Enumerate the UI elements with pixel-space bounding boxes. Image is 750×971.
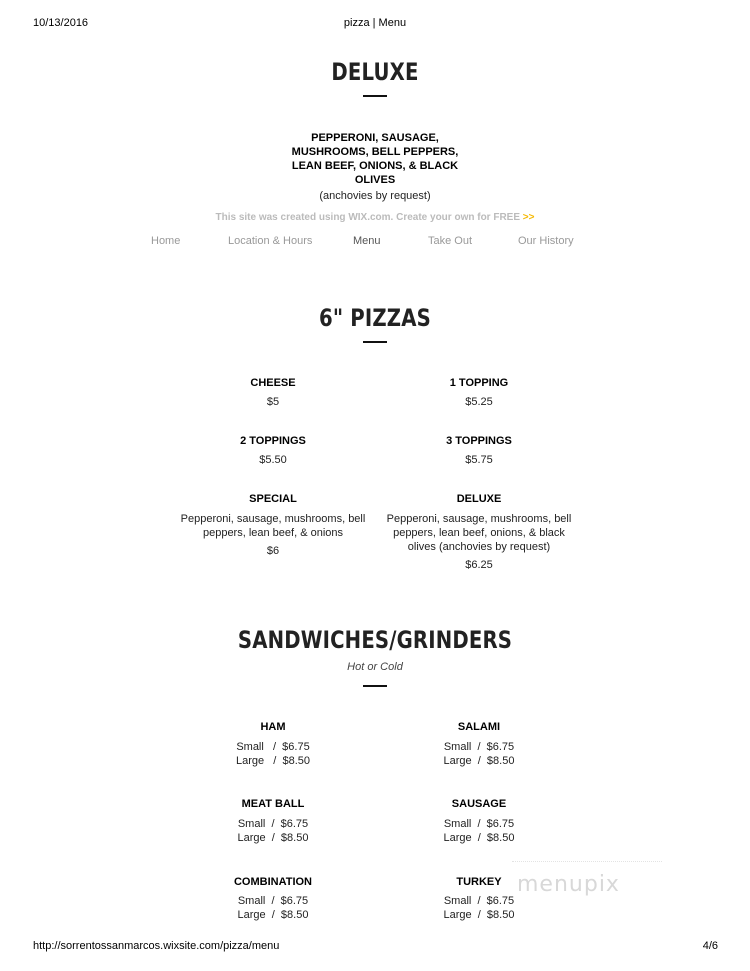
menu-item-price: $5.25 [465, 396, 493, 408]
print-date: 10/13/2016 [33, 17, 89, 29]
description-line: peppers, lean beef, onions, & black [393, 527, 565, 539]
size-price-large: Large / $8.50 [443, 832, 515, 844]
description-line: Pepperoni, sausage, mushrooms, bell [180, 513, 366, 525]
description-line: Pepperoni, sausage, mushrooms, bell [386, 513, 572, 525]
size-price-large: Large / $8.50 [237, 909, 309, 921]
nav-our-history[interactable]: Our History [518, 235, 574, 247]
menu-item-price: $5.50 [259, 454, 287, 466]
menu-item-name: MEAT BALL [241, 798, 305, 810]
menu-item-price: $5.75 [465, 454, 493, 466]
menu-item-name: 1 TOPPING [449, 377, 509, 389]
description-line: olives (anchovies by request) [407, 541, 551, 553]
size-price-small: Small / $6.75 [236, 741, 310, 753]
menu-item-name: COMBINATION [233, 876, 312, 888]
print-page-title: pizza | Menu [343, 17, 407, 29]
deluxe-desc-line: MUSHROOMS, BELL PEPPERS, [291, 146, 459, 158]
size-price-small: Small / $6.75 [237, 818, 309, 830]
menu-item-price: $5 [266, 396, 280, 408]
deluxe-desc-line: LEAN BEEF, ONIONS, & BLACK [291, 160, 459, 172]
sandwiches-heading: SANDWICHES/GRINDERS [237, 626, 513, 654]
menu-item-name: SALAMI [457, 721, 501, 733]
size-price-large: Large / $8.50 [443, 755, 515, 767]
menu-item-name: TURKEY [456, 876, 502, 888]
pizzas-divider [363, 341, 387, 343]
sandwiches-divider [363, 685, 387, 687]
wix-banner[interactable] [0, 212, 750, 223]
wix-banner-arrows[interactable]: >> [522, 212, 535, 223]
size-price-small: Small / $6.75 [443, 741, 515, 753]
nav-menu[interactable]: Menu [353, 235, 381, 247]
menu-item-name: 2 TOPPINGS [240, 435, 306, 447]
size-price-large: Large / $8.50 [443, 909, 515, 921]
menu-item-name: CHEESE [250, 377, 296, 389]
menu-item-name: DELUXE [456, 493, 502, 505]
deluxe-heading: DELUXE [331, 58, 419, 86]
sandwiches-subtitle: Hot or Cold [347, 661, 403, 673]
nav-take-out[interactable]: Take Out [428, 235, 473, 247]
print-url: http://sorrentossanmarcos.wixsite.com/pizza/menu [33, 940, 280, 952]
menu-item-name: HAM [260, 721, 286, 733]
deluxe-note: (anchovies by request) [319, 190, 431, 202]
pizzas-heading: 6" PIZZAS [319, 304, 431, 332]
nav-home[interactable]: Home [151, 235, 181, 247]
deluxe-desc-line: PEPPERONI, SAUSAGE, [311, 132, 439, 144]
size-price-small: Small / $6.75 [443, 818, 515, 830]
menu-item-description [379, 512, 579, 554]
deluxe-divider [363, 95, 387, 97]
watermark-line [512, 861, 662, 862]
deluxe-desc-line: OLIVES [354, 174, 396, 186]
nav-location-hours[interactable]: Location & Hours [228, 235, 313, 247]
description-line: peppers, lean beef, & onions [202, 527, 344, 539]
menu-item-name: 3 TOPPINGS [446, 435, 512, 447]
deluxe-description [0, 131, 750, 187]
menu-item-name: SAUSAGE [451, 798, 507, 810]
size-price-large: Large / $8.50 [236, 755, 310, 767]
wix-banner-text[interactable]: This site was created using WIX.com. Create your own for FREE [215, 212, 521, 223]
menupix-watermark: menupix [517, 872, 620, 897]
menu-item-price: $6 [266, 545, 280, 557]
print-page-number: 4/6 [702, 940, 718, 952]
size-price-small: Small / $6.75 [443, 895, 515, 907]
menu-item-description [173, 512, 373, 540]
size-price-large: Large / $8.50 [237, 832, 309, 844]
size-price-small: Small / $6.75 [237, 895, 309, 907]
menu-item-price: $6.25 [465, 559, 493, 571]
menu-item-name: SPECIAL [249, 493, 297, 505]
